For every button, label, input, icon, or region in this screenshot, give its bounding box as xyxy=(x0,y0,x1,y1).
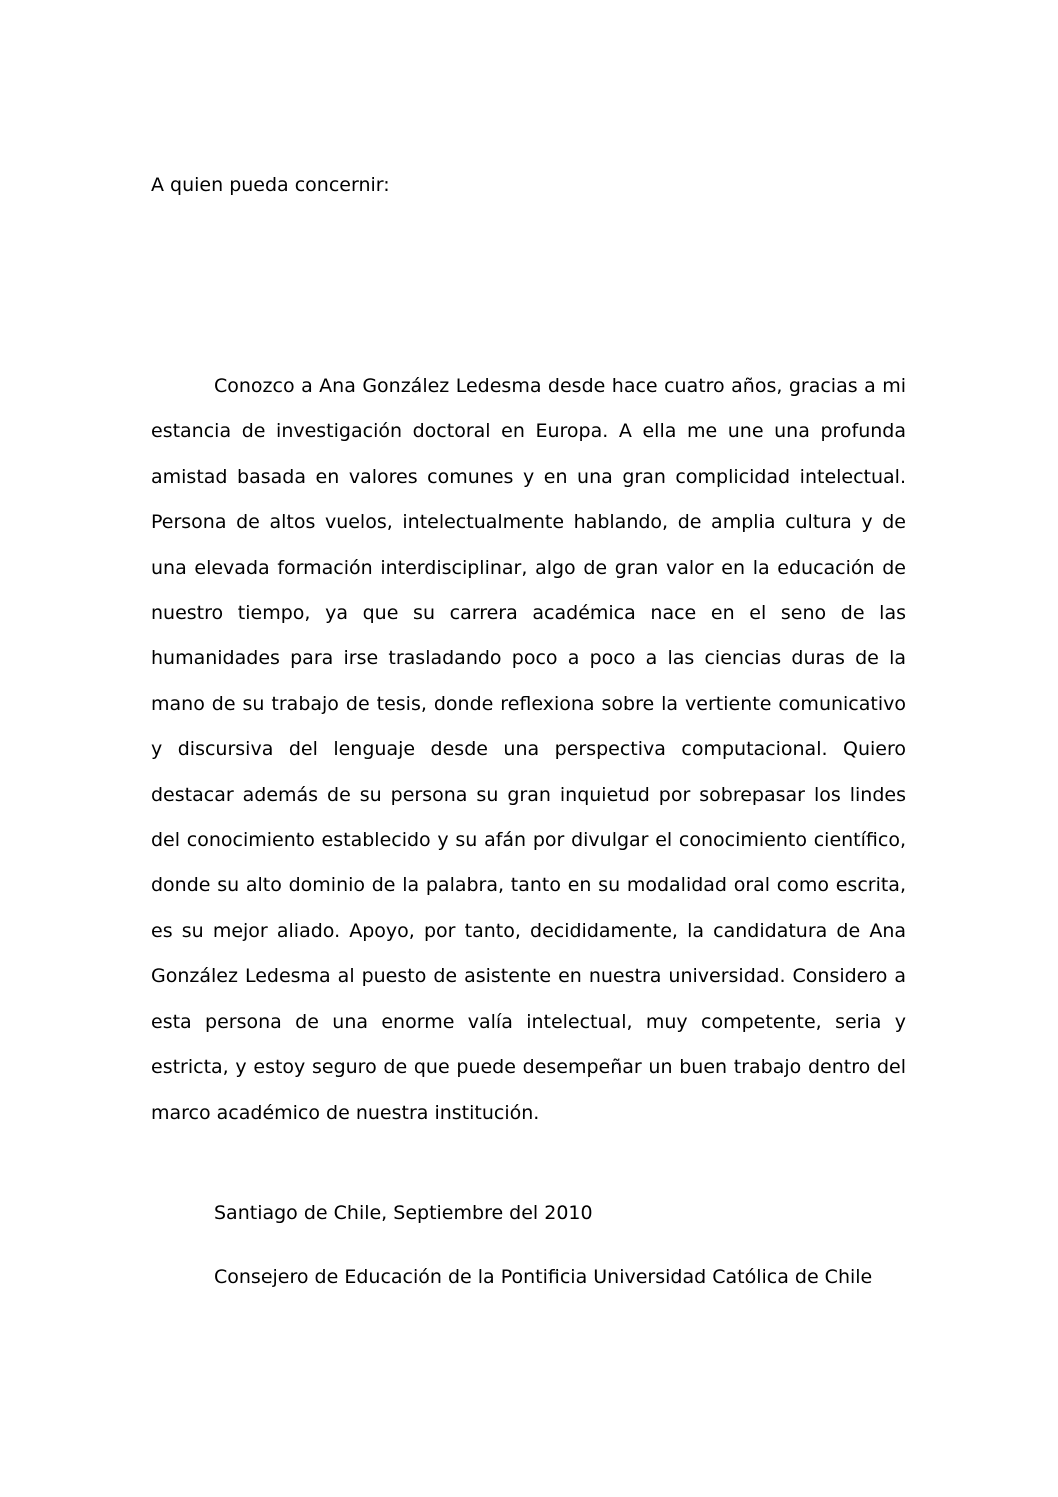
salutation: A quien pueda concernir: xyxy=(151,174,390,196)
signature-line: Consejero de Educación de la Pontificia Universidad Católica de Chile xyxy=(214,1266,873,1288)
place-date: Santiago de Chile, Septiembre del 2010 xyxy=(214,1202,593,1224)
letter-body: Conozco a Ana González Ledesma desde hace cuatro años, gracias a mi estancia de investigación doctoral en Europa. A ella me une una profunda amistad basada en valores comunes y en una gran complicidad intelectual. Persona de altos vuelos, intelectualmente hablando, de amplia cultura y de una elevada formación interdisciplinar, algo de gran valor en la educación de nuestro tiempo, ya que su carrera académica nace en el seno de las humanidades para irse trasladando poco a poco a las ciencias duras de la mano de su trabajo de tesis, donde reflexiona sobre la vertiente comunicativo y discursiva del lenguaje desde una perspectiva computacional. Quiero destacar además de su persona su gran inquietud por sobrepasar los lindes del conocimiento establecido y su afán por divulgar el conocimiento científico, donde su alto dominio de la palabra, tanto en su modalidad oral como escrita, es su mejor aliado. Apoyo, por tanto, decididamente, la candidatura de Ana González Ledesma al puesto de asistente en nuestra universidad. Considero a esta persona de una enorme valía intelectual, muy competente, seria y estricta, y estoy seguro de que puede desempeñar un buen trabajo dentro del marco académico de nuestra institución. xyxy=(151,375,906,1124)
